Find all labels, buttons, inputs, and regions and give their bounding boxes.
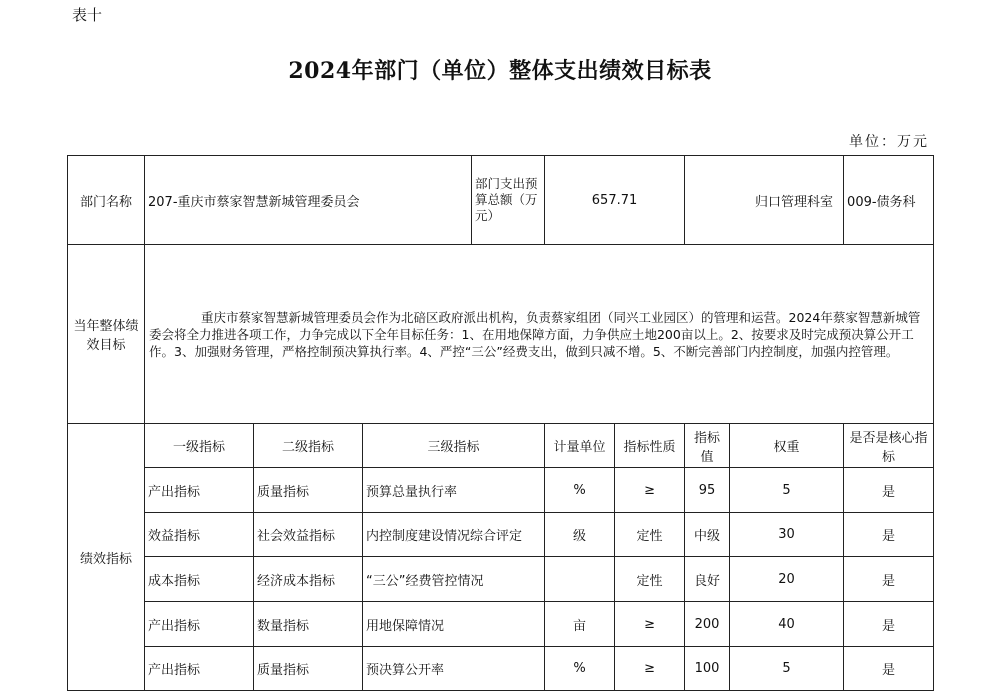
row-unit [545, 557, 615, 602]
goal-row [68, 245, 934, 424]
goal-text-cell [145, 245, 934, 424]
budget-label: 部门支出预算总额（万元） [472, 156, 545, 245]
row-nature: ≥ [615, 647, 685, 691]
row-level3: 用地保障情况 [363, 602, 545, 647]
row-level2: 质量指标 [254, 647, 363, 691]
row-level1: 产出指标 [145, 647, 254, 691]
row-core: 是 [844, 647, 934, 691]
row-level1: 产出指标 [145, 468, 254, 513]
row-value: 良好 [685, 557, 730, 602]
row-level3: 内控制度建设情况综合评定 [363, 513, 545, 557]
row-weight: 5 [730, 468, 844, 513]
unit-note: 单位：万元 [849, 134, 929, 150]
row-nature: ≥ [615, 468, 685, 513]
row-core: 是 [844, 557, 934, 602]
goal-label: 当年整体绩效目标 [68, 245, 145, 424]
header-unit: 计量单位 [545, 424, 615, 468]
row-level2: 数量指标 [254, 602, 363, 647]
row-level2: 社会效益指标 [254, 513, 363, 557]
row-weight: 40 [730, 602, 844, 647]
table-row [68, 468, 934, 513]
goal-text: 重庆市蔡家智慧新城管理委员会作为北碚区政府派出机构，负责蔡家组团（同兴工业园区）的管理和运营。2024年蔡家智慧新城管委会将全力推进各项工作，力争完成以下全年目标任务：1、在用地保障方面，力争供应土地200亩以上。2、按要求及时完成预决算公开工作。3、加强财务管理，严格控制预决算执行率。4、严控“三公”经费支出，做到只减不增。5、不断完善部门内控制度，加强内控管理。 [149, 309, 921, 359]
row-level2: 质量指标 [254, 468, 363, 513]
dept-label: 部门名称 [68, 156, 145, 245]
row-unit: 亩 [545, 602, 615, 647]
row-level1: 效益指标 [145, 513, 254, 557]
header-level3: 三级指标 [363, 424, 545, 468]
performance-table [67, 155, 934, 691]
header-weight: 权重 [730, 424, 844, 468]
header-level1: 一级指标 [145, 424, 254, 468]
header-core: 是否是核心指标 [844, 424, 934, 468]
row-core: 是 [844, 468, 934, 513]
dept-value: 207-重庆市蔡家智慧新城管理委员会 [145, 156, 472, 245]
row-weight: 20 [730, 557, 844, 602]
table-row [68, 557, 934, 602]
page-title: 2024年部门（单位）整体支出绩效目标表 [288, 58, 712, 84]
table-row [68, 602, 934, 647]
row-core: 是 [844, 513, 934, 557]
header-nature: 指标性质 [615, 424, 685, 468]
row-value: 95 [685, 468, 730, 513]
row-unit: % [545, 647, 615, 691]
header-value: 指标值 [685, 424, 730, 468]
row-level1: 成本指标 [145, 557, 254, 602]
row-level3: 预算总量执行率 [363, 468, 545, 513]
row-weight: 5 [730, 647, 844, 691]
table-row [68, 513, 934, 557]
office-value: 009-债务科 [844, 156, 934, 245]
row-level2: 经济成本指标 [254, 557, 363, 602]
budget-value: 657.71 [545, 156, 685, 245]
row-weight: 30 [730, 513, 844, 557]
row-level3: “三公”经费管控情况 [363, 557, 545, 602]
row-level1: 产出指标 [145, 602, 254, 647]
row-nature: 定性 [615, 513, 685, 557]
header-level2: 二级指标 [254, 424, 363, 468]
office-label: 归口管理科室 [685, 156, 844, 245]
row-level3: 预决算公开率 [363, 647, 545, 691]
row-unit: % [545, 468, 615, 513]
perf-label: 绩效指标 [68, 424, 145, 691]
row-value: 中级 [685, 513, 730, 557]
row-nature: ≥ [615, 602, 685, 647]
row-nature: 定性 [615, 557, 685, 602]
row-core: 是 [844, 602, 934, 647]
table-number: 表十 [72, 6, 103, 24]
dept-row [68, 156, 934, 245]
row-value: 200 [685, 602, 730, 647]
perf-header-row [68, 424, 934, 468]
table-row [68, 647, 934, 691]
row-unit: 级 [545, 513, 615, 557]
row-value: 100 [685, 647, 730, 691]
